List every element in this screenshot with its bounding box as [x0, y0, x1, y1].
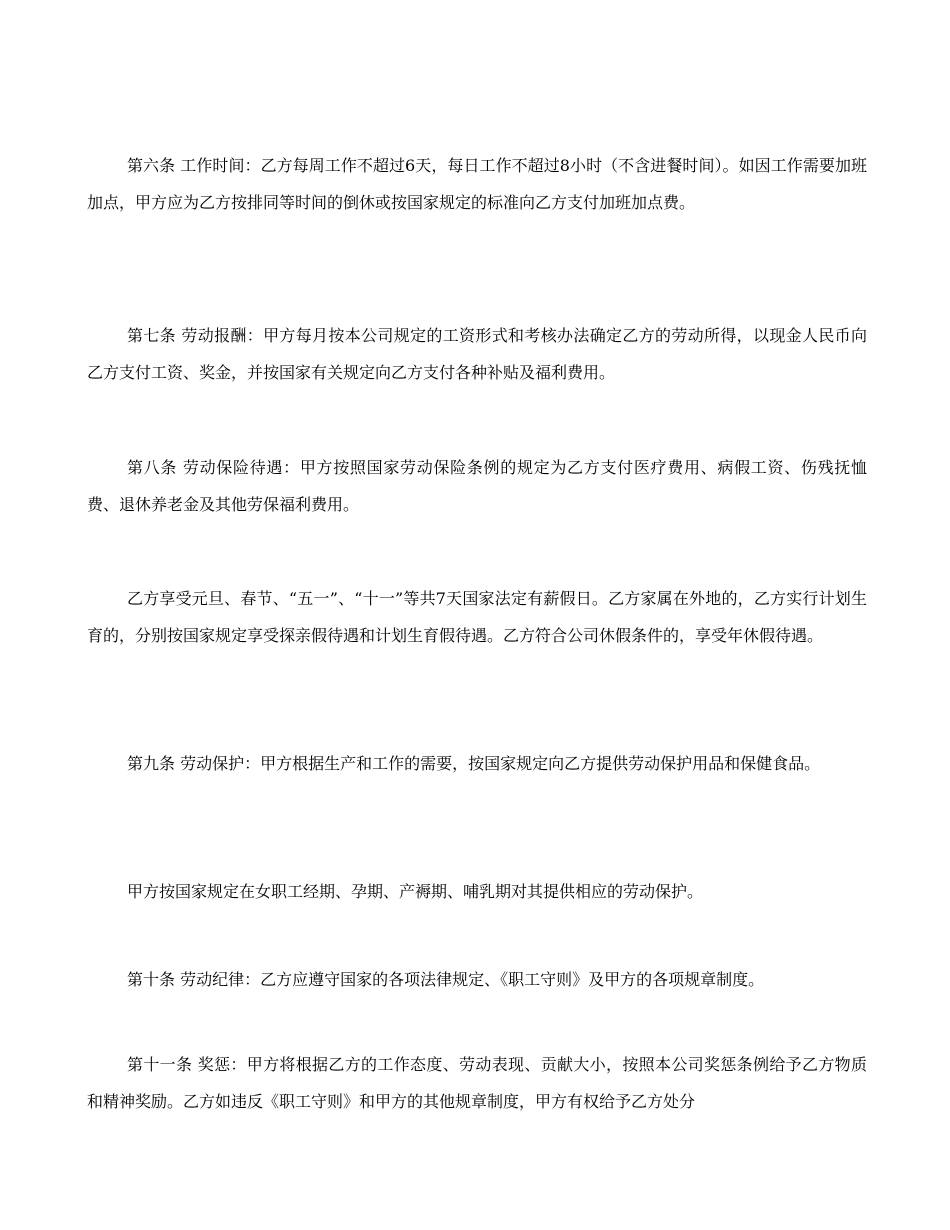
- paragraph-article-11-rewards-penalties: 第十一条 奖惩：甲方将根据乙方的工作态度、劳动表现、贡献大小，按照本公司奖惩条例给予乙方物质和精神奖励。乙方如违反《职工守则》和甲方的其他规章制度，甲方有权给予乙方处分: [87, 1055, 867, 1111]
- paragraph-article-7-remuneration: 第七条 劳动报酬：甲方每月按本公司规定的工资形式和考核办法确定乙方的劳动所得，以现金人民币向乙方支付工资、奖金，并按国家有关规定向乙方支付各种补贴及福利费用。: [87, 326, 867, 382]
- paragraph-female-worker-protection: 甲方按国家规定在女职工经期、孕期、产褥期、哺乳期对其提供相应的劳动保护。: [127, 882, 704, 901]
- paragraph-article-9-labor-protection: 第九条 劳动保护：甲方根据生产和工作的需要，按国家规定向乙方提供劳动保护用品和保健食品。: [127, 754, 821, 773]
- paragraph-holidays: 乙方享受元旦、春节、“五一”、“十一”等共7天国家法定有薪假日。乙方家属在外地的，乙方实行计划生育的，分别按国家规定享受探亲假待遇和计划生育假待遇。乙方符合公司休假条件的，享受年休假待遇。: [87, 589, 867, 645]
- paragraph-article-8-insurance: 第八条 劳动保险待遇：甲方按照国家劳动保险条例的规定为乙方支付医疗费用、病假工资、伤残抚恤费、退休养老金及其他劳保福利费用。: [87, 458, 867, 514]
- paragraph-article-10-discipline: 第十条 劳动纪律：乙方应遵守国家的各项法律规定、《职工守则》及甲方的各项规章制度。: [127, 970, 765, 989]
- paragraph-article-6-working-hours: 第六条 工作时间：乙方每周工作不超过6天，每日工作不超过8小时（不含进餐时间）。如因工作需要加班加点，甲方应为乙方按排同等时间的倒休或按国家规定的标准向乙方支付加班加点费。: [87, 156, 867, 212]
